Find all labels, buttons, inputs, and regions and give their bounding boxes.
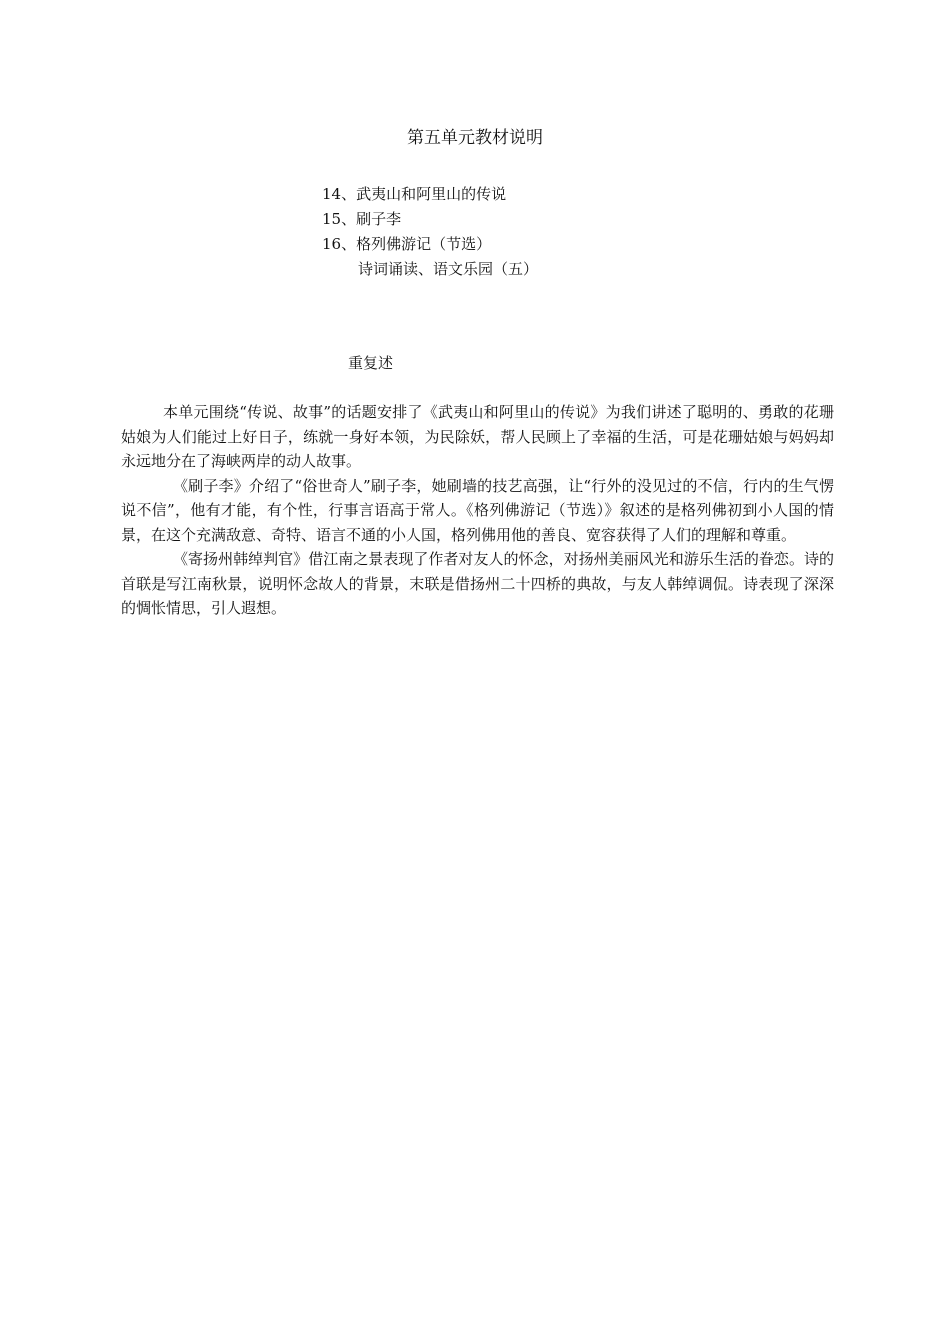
section-heading: 重复述: [348, 354, 394, 372]
contents-item-14: 14、武夷山和阿里山的传说: [322, 185, 507, 203]
contents-item-15: 15、刷子李: [322, 210, 402, 228]
paragraph-2: 《刷子李》介绍了“俗世奇人”刷子李，她刷墙的技艺高强，让“行外的没见过的不信，行内的生气愣说不信”，他有才能，有个性，行事言语高于常人。《格列佛游记（节选）》叙述的是格列佛初到小人国的情景，在这个充满敌意、奇特、语言不通的小人国，格列佛用他的善良、宽容获得了人们的理解和尊重。: [121, 476, 834, 544]
page-title: 第五单元教材说明: [407, 128, 543, 148]
paragraph-3: 《寄扬州韩绰判官》借江南之景表现了作者对友人的怀念，对扬州美丽风光和游乐生活的眷恋。诗的首联是写江南秋景，说明怀念故人的背景，末联是借扬州二十四桥的典故，与友人韩绰调侃。诗表现了深深的惆怅情思，引人遐想。: [121, 550, 834, 617]
contents-item-extra: 诗词诵读、语文乐园（五）: [358, 260, 539, 278]
paragraph-1: 本单元围绕“传说、故事”的话题安排了《武夷山和阿里山的传说》为我们讲述了聪明的、勇敢的花珊姑娘为人们能过上好日子，练就一身好本领，为民除妖，帮人民顾上了幸福的生活，可是花珊姑娘与妈妈却永远地分在了海峡两岸的动人故事。: [121, 403, 834, 470]
contents-list: [322, 182, 538, 282]
body-text: [121, 400, 834, 621]
contents-item-16: 16、格列佛游记（节选）: [322, 235, 492, 253]
